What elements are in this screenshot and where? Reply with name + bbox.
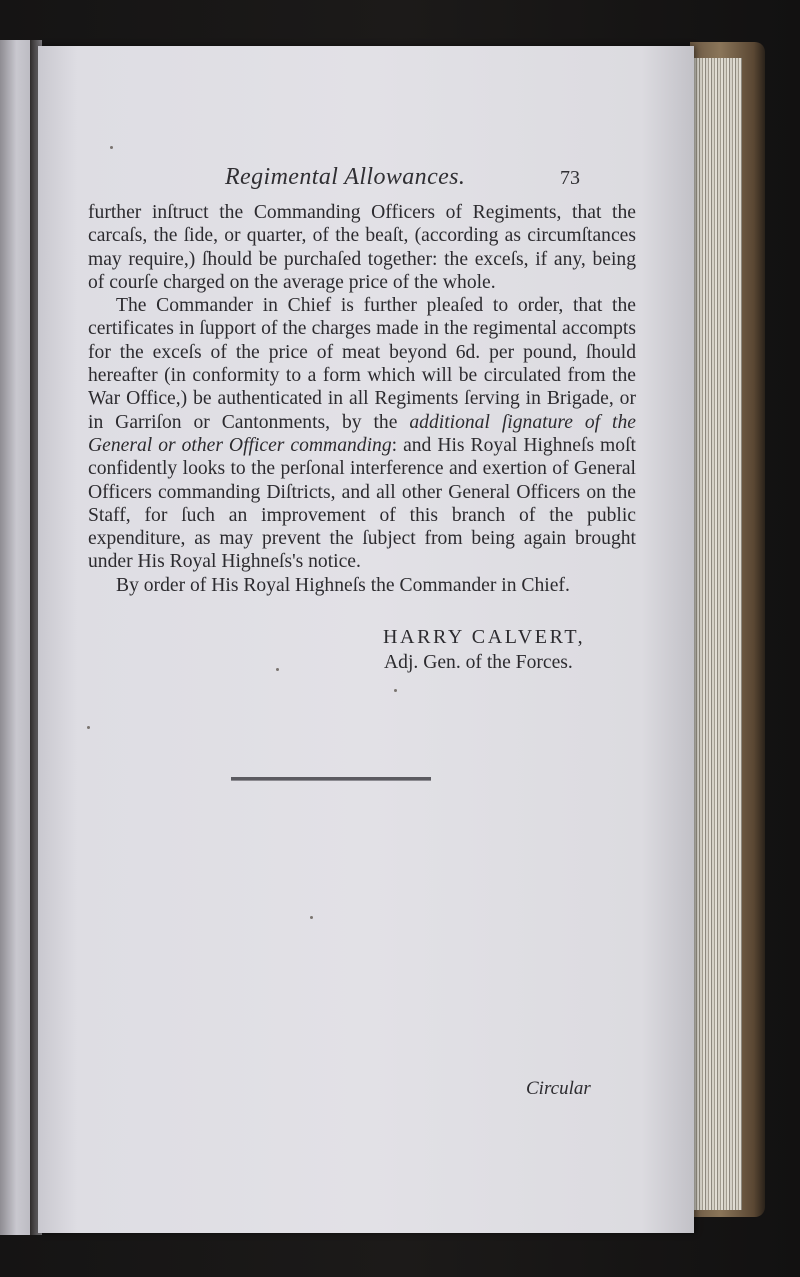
paragraph-2 (88, 294, 636, 574)
paragraph-2-text-end: : and His Royal Highneſs moſt confidently looks to the perſonal interference and exertion of General Officers commanding Diſtricts, and all other General Officers on the Staff, for ſuch an improvement of this branch of the public expenditure, as may prevent the ſubject from being again brought under His Royal Highneſs's notice. (88, 434, 636, 573)
paragraph-2-italic-text: additional ſignature of the General or other Officer commanding (88, 411, 636, 456)
book-page (38, 46, 694, 1233)
catchword: Circular (526, 1078, 591, 1099)
page-block-edges (694, 58, 742, 1210)
signature-title: Adj. Gen. of the Forces. (384, 652, 573, 673)
running-head: Regimental Allowances. (225, 164, 466, 190)
paragraph-1 (88, 201, 636, 294)
page-number: 73 (560, 167, 580, 189)
order-line-text: By order of His Royal Highneſs the Commander in Chief. (116, 574, 570, 596)
paragraph-2-text-start: The Commander in Chief is further pleaſed to order, that the certificates in ſupport of the charges made in the regimental accompts for the exceſs of the price of meat beyond 6d. per pound, ſhould hereafter (in conformity to a form which will be circulated from the War Office,) be authenticated in all Regiments ſerving in Brigade, or in Garriſon or Cantonments, by the (88, 295, 636, 433)
left-page-edge (0, 40, 33, 1235)
section-divider-rule (231, 777, 431, 781)
signature-name: HARRY CALVERT, (383, 626, 586, 648)
paper-speck (110, 146, 113, 149)
body-text (88, 201, 636, 597)
paragraph-1-text: further inſtruct the Commanding Officers of Regiments, that the carcaſs, the ſide, or quarter, of the beaſt, (according as circumſtances may require,) ſhould be purchaſed together: the exceſs, if any, being of courſe charged on the average price of the whole. (88, 202, 636, 293)
paper-speck (276, 668, 279, 671)
order-line (88, 574, 636, 597)
paper-speck (394, 689, 397, 692)
paper-speck (87, 726, 90, 729)
paper-speck (310, 916, 313, 919)
